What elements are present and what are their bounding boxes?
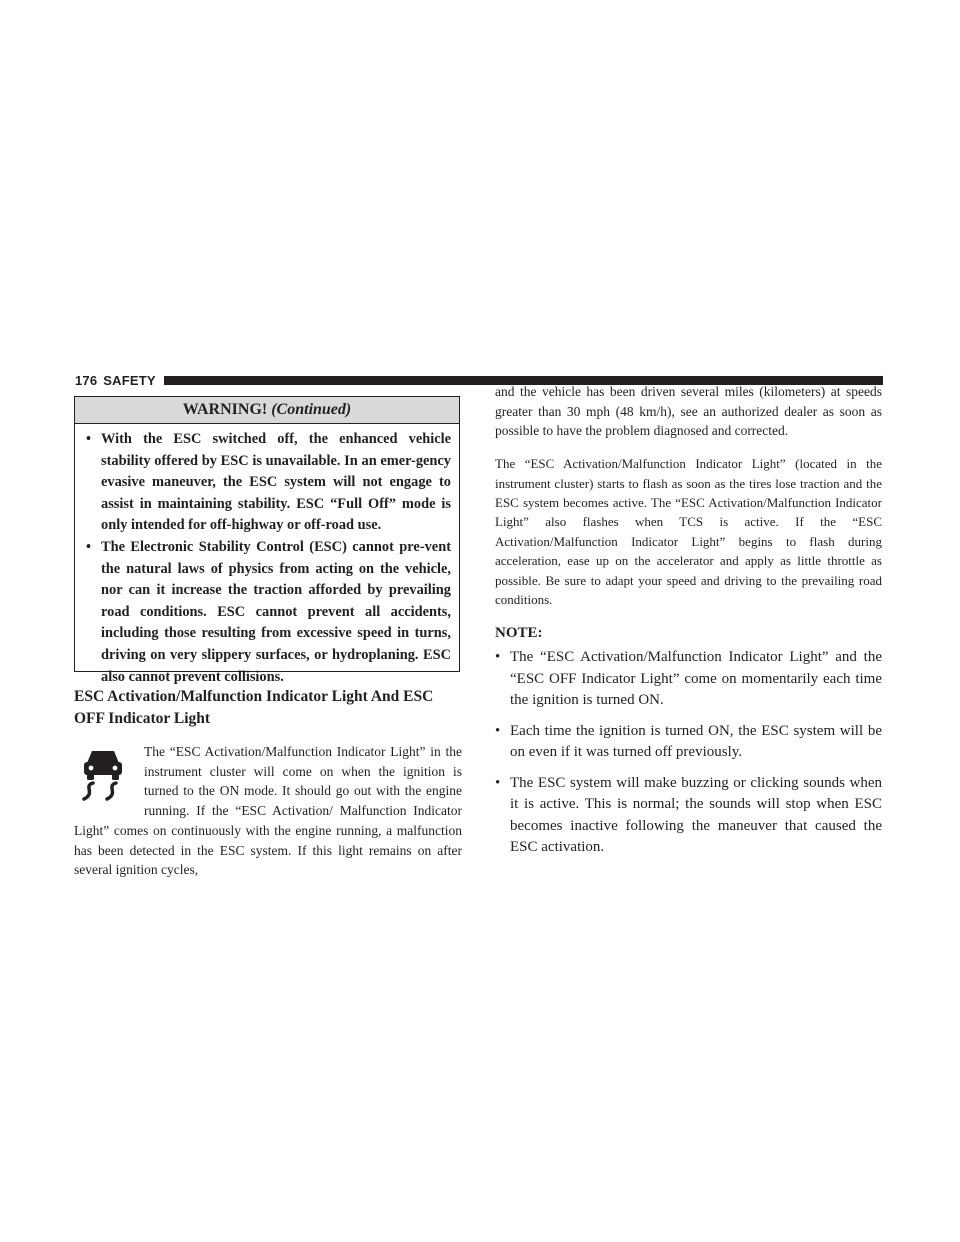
right-column xyxy=(495,382,882,868)
warning-item-text: The Electronic Stability Control (ESC) cannot pre-vent the natural laws of physics from acting on the vehicle, nor can it increase the traction afforded by prevailing road conditions. ESC cannot prevent all accidents, including those resulting from excessive speed in turns, driving on very slippery surfaces, or hydroplaning. ESC also cannot prevent collisions. xyxy=(101,538,451,685)
bullet: • xyxy=(495,722,501,739)
note-label: NOTE: xyxy=(495,625,543,642)
warning-title: WARNING! xyxy=(182,401,268,418)
body-paragraph-text: The “ESC Activation/Malfunction Indicator Light” in the instrument cluster will come on when the ignition is turned to the ON mode. It should go out with the engine running. If the “ESC Activation/ Malfunction Indicator Light” comes on continuously with the engine running, a malfunction has been detected in the ESC system. If this light remains on after several ignition cycles, xyxy=(74,744,462,878)
note-item-text: The “ESC Activation/Malfunction Indicator Light” and the “ESC OFF Indicator Light” come on momentarily each time the ignition is turned ON. xyxy=(510,649,882,709)
page-number: 176 xyxy=(75,372,98,388)
body-paragraph: The “ESC Activation/Malfunction Indicator Light” (located in the instrument cluster) starts to flash as soon as the tires lose traction and the ESC system becomes active. The “ESC Activation/Malfunction Indicator Light” also flashes when TCS is active. If the “ESC Activation/Malfunction Indicator Light” begins to flash during acceleration, ease up on the accelerator and apply as little throttle as possible. Be sure to adapt your speed and driving to the prevailing road conditions. xyxy=(495,456,882,607)
bullet: • xyxy=(86,538,92,555)
warning-continued: (Continued) xyxy=(271,401,352,418)
warning-box xyxy=(74,396,460,685)
bullet: • xyxy=(495,774,501,791)
bullet: • xyxy=(86,431,92,447)
note-item-text: Each time the ignition is turned ON, the ESC system will be on even if it was turned off previously. xyxy=(510,722,882,761)
warning-title-bar xyxy=(75,397,459,424)
warning-item-text: With the ESC switched off, the enhanced vehicle stability offered by ESC is unavailable. In an emer-gency evasive maneuver, the ESC system will not engage to assist in maintaining stability. ESC “Full Off” mode is only intended for off-highway or off-road use. xyxy=(101,431,451,534)
warning-item xyxy=(86,537,451,688)
section-title: SAFETY xyxy=(103,372,156,388)
note-item xyxy=(495,773,882,859)
body-paragraph-continued: and the vehicle has been driven several miles (kilometers) at speeds greater than 30 mph (48 km/h), see an authorized dealer as soon as possible to have the problem diagnosed and corrected. xyxy=(495,384,882,439)
note-item-text: The ESC system will make buzzing or clicking sounds when it is active. This is normal; the sounds will stop when ESC becomes inactive following the maneuver that caused the ESC activation. xyxy=(510,774,882,856)
warning-item xyxy=(86,429,451,537)
section-heading: ESC Activation/Malfunction Indicator Light And ESC OFF Indicator Light xyxy=(74,688,434,727)
icon-spacer xyxy=(74,742,144,820)
note-item xyxy=(495,647,882,712)
note-item xyxy=(495,721,882,764)
body-paragraph xyxy=(74,742,462,880)
bullet: • xyxy=(495,649,501,666)
note-list xyxy=(495,647,882,859)
warning-list xyxy=(75,424,459,688)
